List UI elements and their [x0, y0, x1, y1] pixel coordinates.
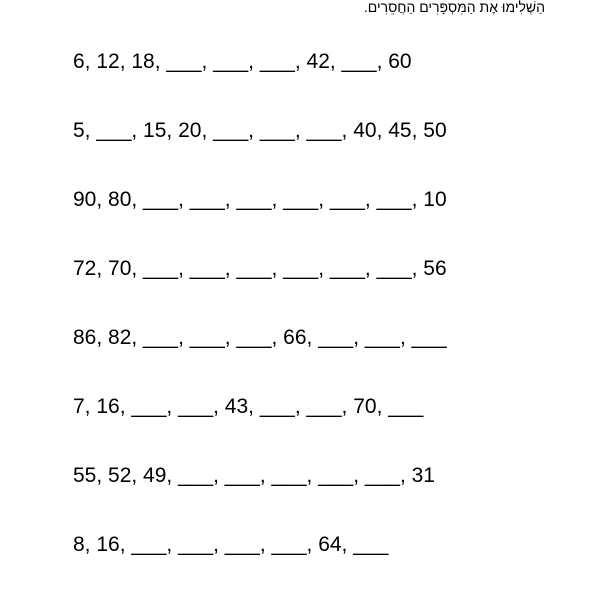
sequence-row-4: 72, 70, ___, ___, ___, ___, ___, ___, 56 [73, 257, 447, 280]
sequence-row-6: 7, 16, ___, ___, 43, ___, ___, 70, ___ [73, 395, 424, 418]
sequence-row-8: 8, 16, ___, ___, ___, ___, 64, ___ [73, 533, 389, 556]
sequence-row-7: 55, 52, 49, ___, ___, ___, ___, ___, 31 [73, 464, 435, 487]
sequence-row-5: 86, 82, ___, ___, ___, 66, ___, ___, ___ [73, 326, 447, 349]
sequence-row-1: 6, 12, 18, ___, ___, ___, 42, ___, 60 [73, 50, 412, 73]
sequence-row-3: 90, 80, ___, ___, ___, ___, ___, ___, 10 [73, 188, 447, 211]
worksheet-instruction: הַשְׁלִימוּ אֶת הַמִּסְפָּרִים הַחֲסֵרִים. [363, 0, 545, 15]
sequence-row-2: 5, ___, 15, 20, ___, ___, ___, 40, 45, 50 [73, 119, 447, 142]
